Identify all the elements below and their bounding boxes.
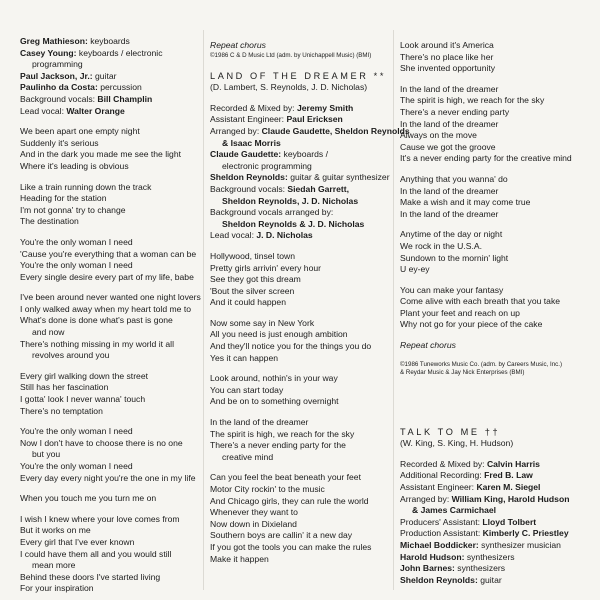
line-text: You're the only woman I need xyxy=(20,236,133,247)
lyric-line: creative mind xyxy=(222,451,274,462)
line-text: I only walked away when my heart told me to xyxy=(20,303,192,314)
lyric-line xyxy=(20,82,200,94)
line-text: Still has her fascination xyxy=(20,382,109,393)
line-text: synthesizers xyxy=(454,563,506,574)
line-text: Behind these doors I've started living xyxy=(20,571,161,582)
copyright-notice-cont: & Reydar Music & Jay Nick Enterprises (BMI) xyxy=(400,368,525,376)
line-text: I could have them all and you would still xyxy=(20,548,172,559)
lyric-line xyxy=(20,249,200,261)
lyric-line xyxy=(210,472,388,484)
line-text: keyboards / electronic xyxy=(76,47,163,58)
line-text: Assistant Engineer: xyxy=(210,114,287,125)
line-text: synthesizers xyxy=(464,551,515,562)
credit-name: Casey Young: xyxy=(20,47,77,58)
credit-name: Fred B. Law xyxy=(484,470,533,481)
line-text: In the land of the dreamer xyxy=(400,83,499,94)
lyric-line xyxy=(210,429,388,441)
lyric-line xyxy=(20,272,200,284)
lyric-line xyxy=(20,572,200,584)
lyric-line xyxy=(210,103,388,115)
lyric-line xyxy=(210,196,388,208)
lyric-line xyxy=(210,207,388,219)
line-text: Southern boys are callin' it a new day xyxy=(210,530,353,541)
lyric-line xyxy=(400,174,586,186)
line-text: In the land of the dreamer xyxy=(400,185,499,196)
lyric-line xyxy=(20,549,200,561)
line-text: I gotta' look I never wanna' touch xyxy=(20,394,146,405)
line-text: Anytime of the day or night xyxy=(400,229,503,240)
lyric-line xyxy=(20,36,200,48)
lyric-line xyxy=(210,496,388,508)
stanza-gap xyxy=(20,505,200,514)
lyric-line xyxy=(400,264,586,276)
line-text: And be on to something overnight xyxy=(210,396,339,407)
line-text: Additional Recording: xyxy=(400,470,485,481)
credit-name: Sheldon Reynolds: xyxy=(210,172,288,183)
lyric-line xyxy=(20,94,200,106)
lyric-line xyxy=(400,40,586,52)
line-text: Assistant Engineer: xyxy=(400,482,477,493)
line-text: What's done is done what's past is gone xyxy=(20,315,173,326)
lyric-line xyxy=(210,219,388,231)
line-text: The spirit is high, we reach for the sky xyxy=(400,95,545,106)
line-text: Recorded & Mixed by: xyxy=(210,102,297,113)
line-text: Can you feel the beat beneath your feet xyxy=(210,472,361,483)
line-text: And they'll notice you for the things you do xyxy=(210,341,372,352)
lyric-line xyxy=(20,493,200,505)
lyric-line xyxy=(400,142,586,154)
lyric-line xyxy=(20,260,200,272)
line-text: There's a never ending party xyxy=(400,106,510,117)
stanza-gap xyxy=(210,242,388,251)
stanza-gap xyxy=(400,75,586,84)
lyric-line xyxy=(20,371,200,383)
line-text: 'Bout the silver screen xyxy=(210,285,295,296)
line-text: Arranged by: xyxy=(400,493,452,504)
lyric-line xyxy=(20,138,200,150)
lyric-line xyxy=(210,286,388,298)
lyric-line xyxy=(210,184,388,196)
line-text: Like a train running down the track xyxy=(20,181,152,192)
lyric-line: and now xyxy=(32,327,65,338)
credit-name: Siedah Garrett, xyxy=(287,183,349,194)
line-text: Cause we got the groove xyxy=(400,141,496,152)
lyric-line xyxy=(20,292,200,304)
credit-name: Kimberly C. Priestley xyxy=(482,528,569,539)
line-text: Why not go for your piece of the cake xyxy=(400,319,543,330)
lyric-line xyxy=(210,530,388,542)
credit-name: & James Carmichael xyxy=(412,505,497,516)
line-text: In the land of the dreamer xyxy=(400,118,499,129)
line-text: It's a never ending party for the creative mind xyxy=(400,153,572,164)
lyric-line xyxy=(400,84,586,96)
line-text: guitar & guitar synthesizer xyxy=(287,172,390,183)
lyric-line xyxy=(210,318,388,330)
credit-name: John Barnes: xyxy=(400,563,455,574)
credit-name: Paul Ericksen xyxy=(286,114,343,125)
stanza-gap xyxy=(20,173,200,182)
lyric-line xyxy=(210,172,388,184)
lyric-line xyxy=(400,319,586,331)
lyric-line xyxy=(20,382,200,394)
line-text: Hollywood, tinsel town xyxy=(210,250,296,261)
line-text: Make it happen xyxy=(210,553,269,564)
line-text: Now down in Dixieland xyxy=(210,518,297,529)
lyric-line xyxy=(210,297,388,309)
lyric-line xyxy=(400,95,586,107)
lyric-line xyxy=(400,197,586,209)
line-text: There's no place like her xyxy=(400,51,494,62)
column-divider-right xyxy=(393,30,394,590)
stanza-gap xyxy=(20,484,200,493)
lyric-line xyxy=(400,505,586,517)
stanza-gap xyxy=(210,364,388,373)
stanza-gap xyxy=(20,117,200,126)
line-text: Arranged by: xyxy=(210,125,262,136)
line-text: Pretty girls arrivin' every hour xyxy=(210,262,322,273)
line-text: Production Assistant: xyxy=(400,528,483,539)
line-text: Heading for the station xyxy=(20,193,107,204)
line-text: When you touch me you turn me on xyxy=(20,493,157,504)
lyric-line: but you xyxy=(32,449,61,460)
line-text: I'm not gonna' try to change xyxy=(20,204,126,215)
lyric-line xyxy=(210,554,388,566)
lyric-line xyxy=(20,216,200,228)
lyric-line xyxy=(20,106,200,118)
lyric-line: revolves around you xyxy=(32,350,110,361)
credit-name: Sheldon Reynolds, J. D. Nicholas xyxy=(222,195,359,206)
credit-name: J. D. Nicholas xyxy=(256,230,313,241)
copyright-notice: ©1986 Tuneworks Music Co. (adm. by Careers Music, Inc.) xyxy=(400,360,563,368)
line-text: She invented opportunity xyxy=(400,63,496,74)
line-text: Every girl that I've ever known xyxy=(20,536,135,547)
line-text: There's no temptation xyxy=(20,405,103,416)
line-text: Plant your feet and reach on up xyxy=(400,307,520,318)
lyric-line xyxy=(20,525,200,537)
stanza-gap xyxy=(20,283,200,292)
lyric-line xyxy=(20,438,200,450)
lyric-line xyxy=(20,426,200,438)
line-text: synthesizer musician xyxy=(478,540,561,550)
lyric-line xyxy=(20,48,200,60)
credit-name: Walter Orange xyxy=(66,105,125,116)
lyric-line xyxy=(400,229,586,241)
lyric-line xyxy=(20,161,200,173)
lyric-line: programming xyxy=(32,59,83,70)
line-text: percussion xyxy=(97,82,142,93)
line-text: guitar xyxy=(92,70,117,81)
lyric-line xyxy=(20,205,200,217)
lyric-line xyxy=(20,514,200,526)
lyric-line xyxy=(400,528,586,540)
stanza-gap xyxy=(210,408,388,417)
line-text: Every single desire every part of my life, babe xyxy=(20,271,194,282)
credit-name: Lloyd Tolbert xyxy=(482,516,537,527)
line-text: Always on the move xyxy=(400,130,477,141)
line-text: Whenever they want to xyxy=(210,507,298,518)
line-text: Now some say in New York xyxy=(210,317,315,328)
line-text: You're the only woman I need xyxy=(20,260,133,271)
line-text: We been apart one empty night xyxy=(20,126,140,137)
line-text: All you need is just enough ambition xyxy=(210,329,348,340)
lyric-line xyxy=(400,63,586,75)
lyrics-column-right xyxy=(400,40,586,586)
credit-name: Michael Boddicker: xyxy=(400,540,479,550)
lyric-line xyxy=(210,230,388,242)
lyric-line xyxy=(400,575,586,587)
credit-name: Harold Hudson: xyxy=(400,551,465,562)
line-text: Lead vocal: xyxy=(210,230,257,241)
line-text: Make a wish and it may come true xyxy=(400,197,531,208)
lyric-line xyxy=(210,138,388,150)
repeat-chorus-note: Repeat chorus xyxy=(400,340,456,351)
line-text: The spirit is high, we reach for the sky xyxy=(210,428,355,439)
stanza-gap xyxy=(20,228,200,237)
lyric-line xyxy=(210,125,410,138)
lyric-line xyxy=(210,341,388,353)
lyric-line xyxy=(210,440,388,452)
lyric-line xyxy=(400,308,586,320)
lyric-line xyxy=(20,304,200,316)
lyric-line xyxy=(20,537,200,549)
lyric-line xyxy=(400,296,586,308)
line-text: I wish I knew where your love comes from xyxy=(20,513,180,524)
line-text: keyboards / xyxy=(281,149,328,160)
stanza-gap xyxy=(400,276,586,285)
line-text: Come alive with each breath that you take xyxy=(400,296,561,307)
credit-name: Calvin Harris xyxy=(486,458,540,469)
lyrics-column-left xyxy=(20,36,200,595)
line-text: The destination xyxy=(20,216,79,227)
credit-name: Paul Jackson, Jr.: xyxy=(20,70,93,81)
copyright-notice: ©1986 C & D Music Ltd (adm. by Unichappell Music) (BMI) xyxy=(210,51,372,59)
lyric-line xyxy=(400,209,586,221)
lyric-line xyxy=(20,149,200,161)
line-text: Background vocals: xyxy=(20,93,98,104)
line-text: Yes it can happen xyxy=(210,352,279,363)
lyric-line xyxy=(20,182,200,194)
lyric-line xyxy=(20,315,200,327)
line-text: Every girl walking down the street xyxy=(20,370,149,381)
lyric-line xyxy=(400,470,586,482)
lyric-line xyxy=(20,406,200,418)
lyric-line xyxy=(400,253,586,265)
lyric-line xyxy=(210,274,388,286)
lyric-line: electronic programming xyxy=(222,160,312,171)
lyric-line xyxy=(20,71,200,83)
lyric-line xyxy=(210,149,388,161)
credit-name: Paulinho da Costa: xyxy=(20,82,98,93)
lyric-line xyxy=(210,263,388,275)
line-text: Producers' Assistant: xyxy=(400,516,483,527)
credit-name: Sheldon Reynolds: xyxy=(400,574,478,585)
lyric-line xyxy=(400,119,586,131)
credit-name: Karen M. Siegel xyxy=(476,482,541,493)
lyric-line xyxy=(210,484,388,496)
lyric-line: mean more xyxy=(32,560,76,571)
lyric-line xyxy=(400,107,586,119)
credit-name: Greg Mathieson: xyxy=(20,36,88,46)
line-text: If you got the tools you can make the rules xyxy=(210,541,372,552)
stanza-gap xyxy=(210,309,388,318)
lyric-line xyxy=(210,329,388,341)
lyric-line xyxy=(400,285,586,297)
stanza-gap xyxy=(20,417,200,426)
repeat-chorus-note: Repeat chorus xyxy=(210,40,266,50)
lyric-line xyxy=(20,473,200,485)
stanza-gap xyxy=(400,165,586,174)
lyric-line xyxy=(20,583,200,595)
line-text: You're the only woman I need xyxy=(20,426,133,437)
line-text: guitar xyxy=(477,574,502,585)
lyric-line xyxy=(210,542,388,554)
line-text: In the land of the dreamer xyxy=(210,417,309,428)
line-text: U ey-ey xyxy=(400,264,430,275)
songwriters: (W. King, S. King, H. Hudson) xyxy=(400,438,514,449)
line-text: There's a never ending party for the xyxy=(210,440,346,451)
stanza-gap xyxy=(210,463,388,472)
line-text: Lead vocal: xyxy=(20,105,67,116)
lyric-line xyxy=(210,114,388,126)
lyric-line xyxy=(210,373,388,385)
lyric-line xyxy=(20,339,200,351)
stanza-gap xyxy=(400,220,586,229)
line-text: Suddenly it's serious xyxy=(20,137,99,148)
credit-name: William King, Harold Hudson xyxy=(451,493,570,504)
line-text: Motor City rockin' to the music xyxy=(210,484,325,494)
lyric-line xyxy=(210,396,388,408)
songwriters: (D. Lambert, S. Reynolds, J. D. Nicholas) xyxy=(210,82,368,93)
lyric-line xyxy=(400,153,586,165)
line-text: Sundown to the mornin' light xyxy=(400,252,509,263)
lyric-line xyxy=(400,552,586,564)
credit-name: Sheldon Reynolds & J. D. Nicholas xyxy=(222,218,365,229)
line-text: You're the only woman I need xyxy=(20,461,133,471)
line-text: Background vocals arranged by: xyxy=(210,207,334,218)
lyrics-column-middle xyxy=(210,40,410,565)
line-text: Where it's leading is obvious xyxy=(20,160,129,171)
credit-name: Claude Gaudette, Sheldon Reynolds xyxy=(261,125,410,136)
credit-name: Claude Gaudette: xyxy=(210,149,282,160)
lyric-line xyxy=(400,482,586,494)
credit-name: & Isaac Morris xyxy=(222,137,281,148)
line-text: Now I don't have to choose there is no one xyxy=(20,437,183,448)
lyric-line xyxy=(400,494,586,506)
line-text: And Chicago girls, they can rule the world xyxy=(210,495,369,506)
lyric-line xyxy=(210,417,388,429)
lyric-line xyxy=(210,519,388,531)
lyric-line xyxy=(20,394,200,406)
line-text: Recorded & Mixed by: xyxy=(400,458,487,469)
lyric-line xyxy=(20,461,200,473)
credit-name: Jeremy Smith xyxy=(296,102,354,113)
line-text: keyboards xyxy=(87,36,130,46)
song-title: LAND OF THE DREAMER ** xyxy=(210,70,386,81)
lyric-line xyxy=(400,459,586,471)
lyric-line xyxy=(20,126,200,138)
line-text: You can start today xyxy=(210,384,284,395)
line-text: Look around it's America xyxy=(400,40,494,50)
lyric-line xyxy=(400,517,586,529)
line-text: Anything that you wanna' do xyxy=(400,173,508,184)
line-text: Every day every night you're the one in my life xyxy=(20,472,196,483)
line-text: And it could happen xyxy=(210,297,286,308)
lyric-line xyxy=(20,193,200,205)
line-text: And in the dark you made me see the light xyxy=(20,149,181,160)
lyric-line xyxy=(210,251,388,263)
line-text: There's nothing missing in my world it all xyxy=(20,338,174,349)
line-text: I've been around never wanted one night lovers xyxy=(20,292,201,303)
lyric-line xyxy=(400,241,586,253)
lyric-line xyxy=(400,130,586,142)
column-divider-left xyxy=(203,30,204,590)
lyric-line xyxy=(400,186,586,198)
line-text: We rock in the U.S.A. xyxy=(400,240,482,251)
lyric-line xyxy=(400,540,586,552)
lyric-line xyxy=(210,353,388,365)
line-text: For your inspiration xyxy=(20,583,94,594)
line-text: Background vocals: xyxy=(210,183,288,194)
lyric-line xyxy=(210,385,388,397)
line-text: See they got this dream xyxy=(210,274,301,285)
line-text: But it works on me xyxy=(20,525,91,536)
line-text: You can make your fantasy xyxy=(400,284,504,295)
stanza-gap xyxy=(20,362,200,371)
song-title: TALK TO ME †† xyxy=(400,426,501,437)
lyric-line xyxy=(400,563,586,575)
line-text: In the land of the dreamer xyxy=(400,208,499,219)
line-text: Look around, nothin's in your way xyxy=(210,373,338,384)
lyric-line xyxy=(400,52,586,64)
lyric-line xyxy=(20,237,200,249)
credit-name: Bill Champlin xyxy=(97,93,153,104)
lyric-line xyxy=(210,507,388,519)
line-text: 'Cause you're everything that a woman can be xyxy=(20,248,197,259)
